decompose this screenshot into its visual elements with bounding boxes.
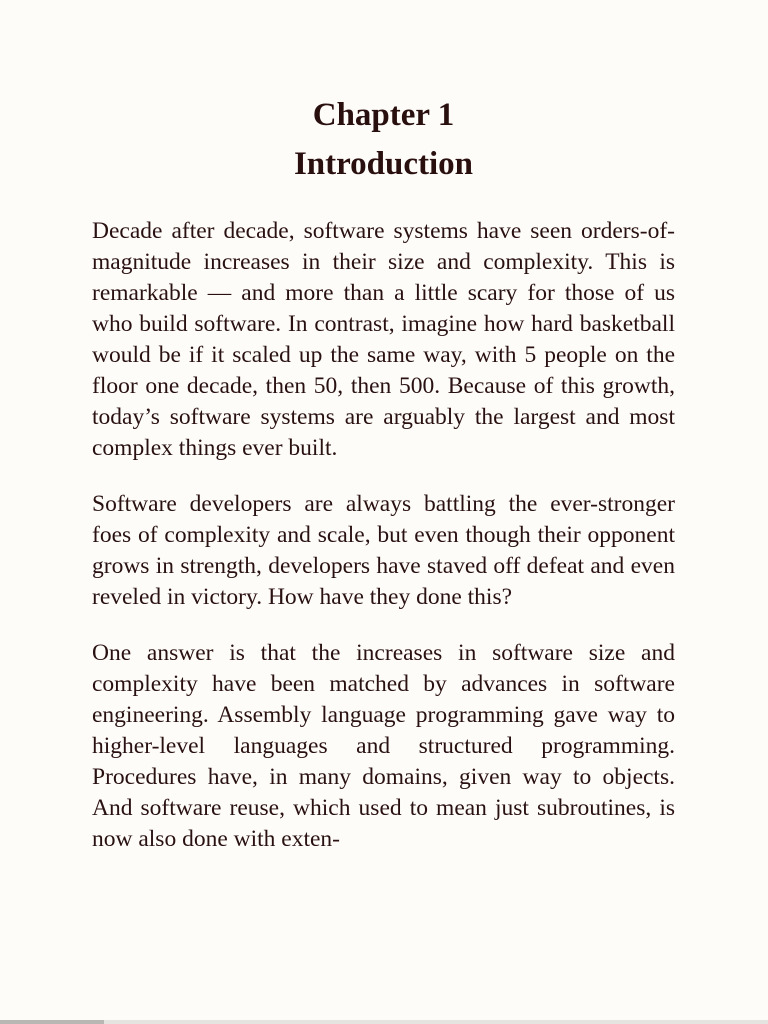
chapter-title: Introduction — [293, 146, 474, 182]
paragraph-1: Decade after decade, software systems have seen orders-of-magnitude increases in their size and complexity. This is remarkable — and more than a little scary for those of us who build software. In contrast, imagine how hard basketball would be if it scaled up the same way, with 5 people on the floor one decade, then 50, then 500. Because of this growth, today’s software systems are arguably the largest and most complex things ever built. — [92, 218, 675, 461]
chapter-heading — [92, 94, 675, 185]
reading-progress-fill — [0, 1020, 104, 1024]
paragraph-3: One answer is that the increases in software size and complexity have been matched by advances in software engineering. Assembly language programming gave way to higher-level languages and structured programming. Procedures have, in many domains, given way to objects. And software reuse, which used to mean just subroutines, is now also done with exten- — [92, 640, 675, 852]
paragraph-2: Software developers are always battling the ever-stronger foes of complexity and scale, but even though their opponent grows in strength, developers have staved off defeat and even reveled in victory. How have they done this? — [92, 491, 675, 610]
chapter-label: Chapter 1 — [312, 97, 455, 133]
reader-page[interactable] — [92, 94, 675, 855]
reading-progress-bar[interactable] — [0, 1020, 768, 1024]
